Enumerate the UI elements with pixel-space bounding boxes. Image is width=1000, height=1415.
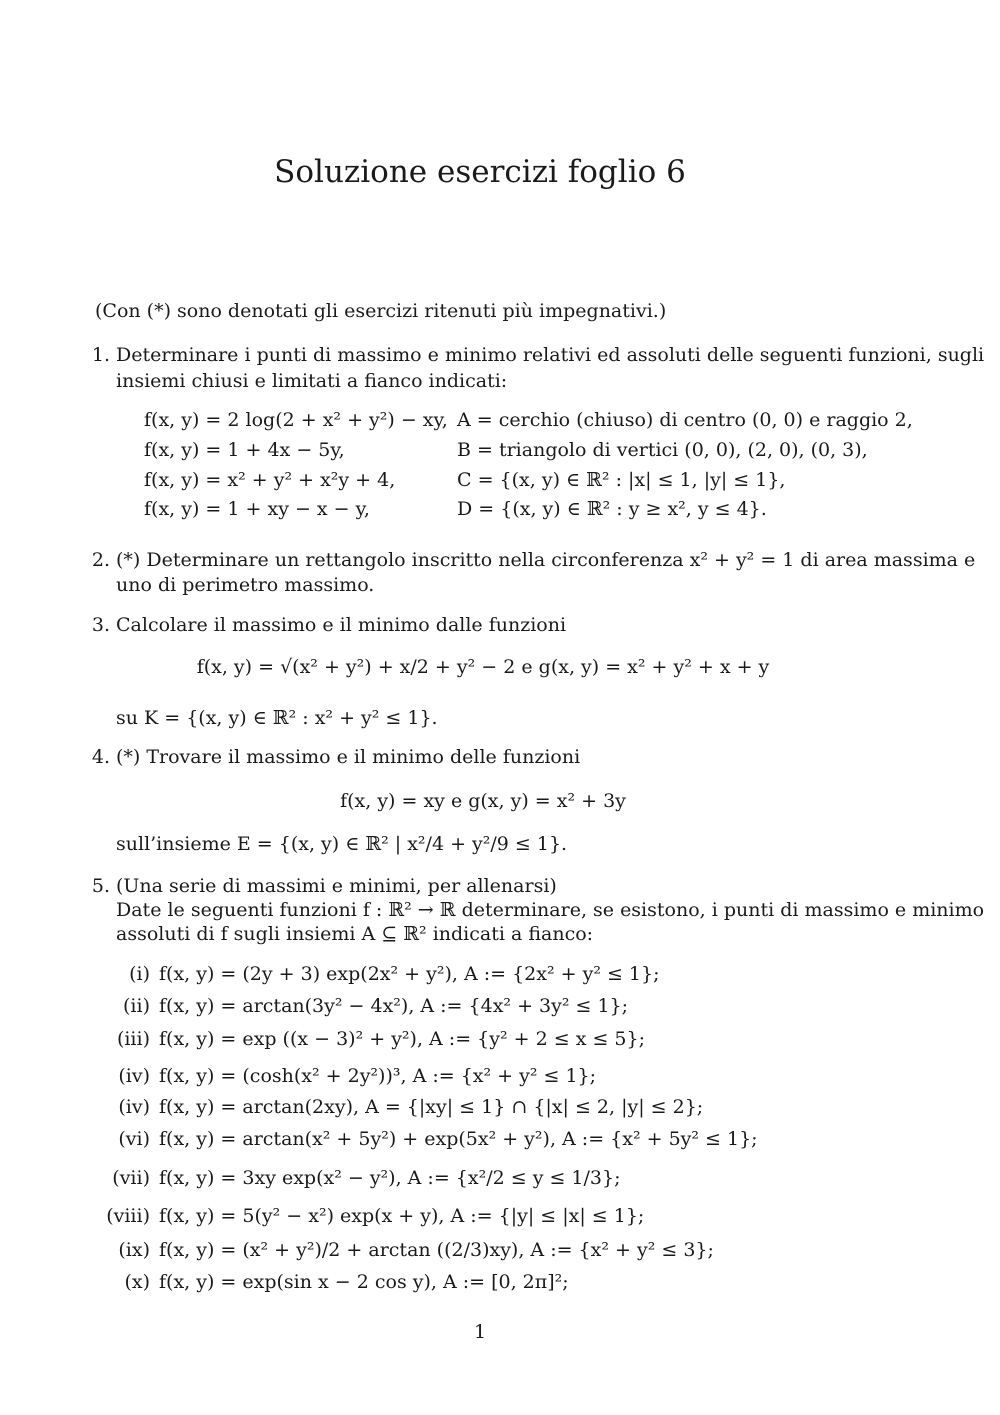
function-row: f(x, y) = 2 log(2 + x² + y²) − xy, (144, 409, 448, 431)
item-label: (ii) (123, 995, 150, 1017)
item-expression: f(x, y) = arctan(2xy), A = {|xy| ≤ 1} ∩ {|x| ≤ 2, |y| ≤ 2}; (159, 1096, 704, 1118)
exercise-number: 2. (91, 549, 110, 571)
exercise-2-text-line1: (*) Determinare un rettangolo inscritto nella circonferenza x² + y² = 1 di area massima e (116, 549, 976, 571)
exercise-number: 1. (91, 344, 110, 366)
set-row: C = {(x, y) ∈ ℝ² : |x| ≤ 1, |y| ≤ 1}, (457, 469, 786, 491)
item-expression: f(x, y) = (x² + y²)/2 + arctan ((2/3)xy), A := {x² + y² ≤ 3}; (159, 1239, 714, 1261)
item-label: (iv) (118, 1065, 150, 1087)
exercise-4-formula: f(x, y) = xy e g(x, y) = x² + 3y (340, 790, 626, 812)
page-title: Soluzione esercizi foglio 6 (274, 154, 686, 190)
function-row: f(x, y) = x² + y² + x²y + 4, (144, 469, 396, 491)
exercise-3-text: Calcolare il massimo e il minimo dalle funzioni (116, 614, 567, 636)
intro-note: (Con (*) sono denotati gli esercizi ritenuti più impegnativi.) (95, 300, 667, 322)
exercise-number: 5. (91, 875, 110, 897)
set-row: D = {(x, y) ∈ ℝ² : y ≥ x², y ≤ 4}. (457, 498, 767, 520)
item-expression: f(x, y) = arctan(x² + 5y²) + exp(5x² + y²), A := {x² + 5y² ≤ 1}; (159, 1128, 758, 1150)
exercise-4-domain: sull’insieme E = {(x, y) ∈ ℝ² | x²/4 + y²/9 ≤ 1}. (116, 833, 568, 855)
exercise-number: 4. (91, 746, 110, 768)
set-row: B = triangolo di vertici (0, 0), (2, 0), (0, 3), (457, 439, 868, 461)
item-expression: f(x, y) = 3xy exp(x² − y²), A := {x²/2 ≤ y ≤ 1/3}; (159, 1167, 621, 1189)
exercise-3-formula: f(x, y) = √(x² + y²) + x/2 + y² − 2 e g(x, y) = x² + y² + x + y (196, 656, 770, 678)
item-expression: f(x, y) = 5(y² − x²) exp(x + y), A := {|y| ≤ |x| ≤ 1}; (159, 1205, 645, 1227)
exercise-5-text-line2: Date le seguenti funzioni f : ℝ² → ℝ determinare, se esistono, i punti di massimo e minimo (116, 899, 985, 921)
function-row: f(x, y) = 1 + xy − x − y, (144, 498, 370, 520)
exercise-1-text-line2: insiemi chiusi e limitati a fianco indicati: (116, 370, 508, 392)
exercise-3-domain: su K = {(x, y) ∈ ℝ² : x² + y² ≤ 1}. (116, 707, 438, 729)
item-label: (x) (124, 1271, 150, 1293)
item-label: (vii) (112, 1167, 150, 1189)
exercise-2-text-line2: uno di perimetro massimo. (116, 574, 375, 596)
page-number: 1 (473, 1321, 487, 1343)
exercise-number: 3. (91, 614, 110, 636)
exercise-5-text-line3: assoluti di f sugli insiemi A ⊆ ℝ² indicati a fianco: (116, 923, 594, 945)
item-label: (vi) (118, 1128, 150, 1150)
item-label: (ix) (118, 1239, 150, 1261)
exercise-1-text-line1: Determinare i punti di massimo e minimo relativi ed assoluti delle seguenti funzioni, sugli (116, 344, 985, 366)
item-label: (iii) (116, 1028, 150, 1050)
item-expression: f(x, y) = (cosh(x² + 2y²))³, A := {x² + y² ≤ 1}; (159, 1065, 597, 1087)
item-label: (i) (129, 963, 150, 985)
set-row: A = cerchio (chiuso) di centro (0, 0) e raggio 2, (457, 409, 913, 431)
item-expression: f(x, y) = exp(sin x − 2 cos y), A := [0, 2π]²; (159, 1271, 569, 1293)
item-label: (viii) (106, 1205, 150, 1227)
item-expression: f(x, y) = exp ((x − 3)² + y²), A := {y² + 2 ≤ x ≤ 5}; (159, 1028, 645, 1050)
item-label: (iv) (118, 1096, 150, 1118)
item-expression: f(x, y) = arctan(3y² − 4x²), A := {4x² + 3y² ≤ 1}; (159, 995, 629, 1017)
function-row: f(x, y) = 1 + 4x − 5y, (144, 439, 345, 461)
item-expression: f(x, y) = (2y + 3) exp(2x² + y²), A := {2x² + y² ≤ 1}; (159, 963, 660, 985)
exercise-4-text: (*) Trovare il massimo e il minimo delle funzioni (116, 746, 581, 768)
exercise-5-text-line1: (Una serie di massimi e minimi, per allenarsi) (116, 875, 557, 897)
